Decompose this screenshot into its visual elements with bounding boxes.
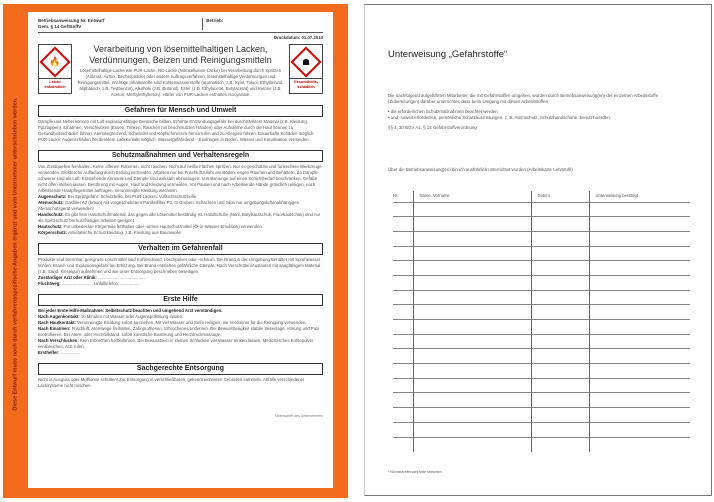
training-record-page — [364, 4, 712, 496]
table-cell — [413, 334, 531, 349]
table-row — [393, 437, 690, 452]
section-item — [38, 212, 323, 224]
table-cell — [531, 408, 589, 423]
table-cell — [393, 261, 413, 276]
table-cell — [589, 349, 690, 364]
item-label: Handschutz: — [38, 212, 64, 217]
table-cell — [413, 437, 531, 452]
signature-line: Unterschrift des Unternehmers — [275, 414, 323, 418]
table-cell — [413, 246, 531, 261]
table-cell — [589, 393, 690, 408]
item-label: Nach Einatmen: — [38, 326, 71, 331]
table-row — [393, 349, 690, 364]
table-cell — [531, 364, 589, 379]
footnote: * Nichtzutreffendes bitte streichen — [388, 470, 442, 474]
col-nr: Nr. — [393, 193, 399, 199]
table-cell — [531, 261, 589, 276]
table-cell — [413, 275, 531, 290]
section-item — [38, 230, 323, 236]
table-cell — [413, 422, 531, 437]
table-cell — [531, 334, 589, 349]
table-cell — [589, 217, 690, 232]
item-text: Gasfilter A2 (braun) mit vorgeschaltetem Partikelfilter P2. In Gruben, Schächten und Silos nur umgebungsluftunabhängiges Atemschutzgerät verwenden! — [38, 200, 299, 211]
table-row — [393, 393, 690, 408]
table-row — [393, 261, 690, 276]
section-item — [38, 200, 323, 212]
item-label: Fluchtweg: — [38, 281, 61, 286]
section-heading: Erste Hilfe — [38, 294, 323, 306]
bullet: • die erforderlichen Schutzmaßnahmen beachtet werden — [388, 109, 498, 114]
table-cell — [413, 202, 531, 217]
table-cell — [413, 290, 531, 305]
table-cell — [531, 246, 589, 261]
section-item — [38, 338, 323, 350]
table-cell — [413, 349, 531, 364]
sheet-header — [38, 18, 323, 33]
table-cell — [393, 378, 413, 393]
table-row — [393, 364, 690, 379]
table-cell — [589, 378, 690, 393]
legal-reference: §§ 4, 30 BGV A1, § 14 Gefahrstoffverordnung — [388, 125, 477, 130]
signature-note: Über die Betriebsanweisung(en) bin ich ausführlich unterrichtet worden (Arbeitskarte Lehrstuhl) — [388, 167, 573, 172]
bullet: • und, soweit erforderlich, persönliche Schutzausrüstungen, z. B. Atemschutz, Schutzhandschuhe, benutzt werden. — [388, 115, 611, 120]
sections — [38, 105, 323, 389]
table-cell — [531, 349, 589, 364]
table-cell — [531, 275, 589, 290]
table-row — [393, 231, 690, 246]
training-intro: Die nachfolgend aufgeführten Mitarbeiter, die mit Gefahrstoffen umgehen, wurden durch Betriebsanweisung(en) der einzelnen Arbeitsstoffe (Zubereitungen) darüber unterrichtet, dass beim Umgang mit diesen Arbeitsstoffen • die erforderlichen Schutzmaßnahmen beachtet werden • und, soweit erforderlich, persönliche Schutzausrüstungen, z. B. Atemschutz, Schutzhandschuhe, benutzt werden. §§ 4, 30 BGV A1, § 14 Gefahrstoffverordnung — [388, 93, 688, 131]
section-item — [38, 326, 323, 338]
item-text: Verunreinigte Kleidung sofort ausziehen. Mit viel Wasser und Seife reinigen, nie Verdünner für die Reinigung verwenden. — [77, 320, 307, 325]
item-text: Kein Erbrechen herbeiführen. Bei Bewusstsein in kleinen Schlucken viel Wasser trinken lassen. Medizinisches Kohlepulver verabreichen, Arzt rufen. — [38, 338, 314, 349]
table-cell — [413, 231, 531, 246]
flammable-pictogram: 🔥 Leicht entzündlich — [38, 44, 72, 94]
item-label: Bei jeder Erste-Hilfe-Maßnahme: Selbstschutz beachten und umgehend Arzt verständigen. — [38, 308, 223, 313]
table-cell — [393, 290, 413, 305]
table-cell — [393, 320, 413, 335]
section-text: Produkte sind brennbar, geeignete Löschmittel sind Kohlendioxid, Löschpulver oder -schaum. Bei Brand in der Umgebung Behälter mit Sprühwasser kühlen. Brand- und Explosionsgefahr bei Erhitzung. Bei Brand entstehen gefährliche Dämpfe. Nach Verschütten/Auslaufen mit saugfähigem Material (z.B. Sand, Kieselgur) aufnehmen und wie unter Entsorgung beschrieben beseitigen. — [38, 257, 321, 274]
health-hazard-pictogram: ☗ Gesundheits-schädlich — [289, 44, 323, 94]
table-cell — [413, 378, 531, 393]
table-cell — [393, 217, 413, 232]
table-row — [393, 378, 690, 393]
intro-text: Lösemittelhaltige Lacke wie PUR-Lacke, NC-Lacke (Nitrocellulose-Lacke) bei Verarbeitung durch Spritzen (Airless), Airmix, Becherpistole) oder andere Auftragsverfahren, lösemittelhaltige Verdünnungen und Reinigungsmittel. Wichtige Inhaltsstoffe sind Kohlenwasserstoffe (aromatisch, z.B. Xylol, Toluol, Ethylbenzol; aliphatisch, z.B. Testbenzin), Alkohole (z.B. Butanol), Ester (z.B. Ethylacetat, Butylacetat) und Ketone (z.B. Aceton, Methylethylketon). Härter von PUR-Lacken enthalten Isocyanate. — [77, 68, 284, 97]
table-cell — [413, 305, 531, 320]
table-cell — [589, 290, 690, 305]
item-text: Antistatische Schutzkleidung, z.B. Kleidung aus Baumwolle — [68, 230, 181, 235]
print-date: Druckdatum: 01.07.2010 — [273, 35, 323, 40]
item-text: Frischluft, Atemwege freihalten, Zahnprothesen, Erbrochenes entfernen. Bei Bewusstlosigkeit stabile Seitenlage, Atmung und Puls kontrollieren. Bei Atem- oder Herzstillstand: sofort künstliche Beatmung und Herzdruckmassage. — [38, 326, 320, 337]
health-hazard-icon: ☗ — [301, 56, 311, 67]
instruction-number: Betriebsanweisung Nr. Entwurf — [38, 18, 105, 23]
table-cell — [531, 290, 589, 305]
item-text: ........................................ — [98, 275, 146, 280]
table-cell — [589, 275, 690, 290]
table-cell — [589, 246, 690, 261]
table-cell — [589, 320, 690, 335]
item-label: Ersthelfer: — [38, 350, 60, 355]
table-cell — [413, 320, 531, 335]
item-label: Zuständiger Arzt oder Klinik: — [38, 275, 97, 280]
table-cell — [393, 393, 413, 408]
section-heading: Sachgerechte Entsorgung — [38, 363, 323, 375]
section-item — [38, 350, 323, 356]
table-row — [393, 305, 690, 320]
table-cell — [393, 408, 413, 423]
company-field: Betrieb: — [206, 18, 224, 23]
table-cell — [413, 217, 531, 232]
table-cell — [393, 246, 413, 261]
section-heading: Schutzmaßnahmen und Verhaltensregeln — [38, 150, 323, 162]
table-cell — [531, 437, 589, 452]
item-label: Hautschutz: — [38, 224, 63, 229]
item-label: Nach Verschlucken: — [38, 338, 79, 343]
table-cell — [393, 231, 413, 246]
table-cell — [531, 305, 589, 320]
col-date: Datum — [531, 191, 589, 202]
table-row — [393, 275, 690, 290]
item-label: Augenschutz: — [38, 194, 67, 199]
section-text: Von Zündquellen fernhalten. Keine offenen Flammen, nicht rauchen. Nicht auf heiße Flächen spritzen. Nur ex-geschützte und funkenfreie Werkzeuge verwenden. Elektrische Aufladung durch Erdung vermeiden. Arbeiten nur bei Frischluftzufuhr am Boden, engen Räumen und Behältern, da Dämpfe schwerer sind als Luft. Entstehende Aerosole und Dämpfe sind wirksam abzusaugen. Vorratsmenge auf einen Schichtbedarf beschränken. Gefäße nicht offen stehen lassen. Berührung mit Augen, Haut und Kleidung vermeiden. Vor Pausen und nach Arbeitsende Hände gründlich reinigen, nach Arbeitsende Hautpflegemittel auftragen, verunreinigte Kleidung wechseln. — [38, 164, 322, 193]
flame-icon: 🔥 — [49, 57, 61, 67]
table-cell — [589, 305, 690, 320]
item-text: Es gibt kein Handschuhmaterial, das gegen alle Lösemittel beständig ist. Handschuhe (Nitril, Butylkautschuk, Fluorkautschuk) sind nur als Spritzschutz bei kurzfristigen Arbeiten geeignet. — [38, 212, 321, 223]
operating-instruction-page — [3, 4, 348, 498]
table-cell — [393, 275, 413, 290]
item-label: Atemschutz: — [38, 200, 64, 205]
table-cell — [589, 202, 690, 217]
document-title: Verarbeitung von lösemittelhaltigen Lacken, Verdünnungen, Beizen und Reinigungsmitteln — [89, 44, 272, 65]
table-cell — [531, 320, 589, 335]
item-label: Nach Augenkontakt: — [38, 314, 80, 319]
table-row — [393, 290, 690, 305]
attendance-table — [393, 191, 690, 452]
table-cell — [531, 422, 589, 437]
table-cell — [393, 437, 413, 452]
table-row — [393, 320, 690, 335]
section-heading: Verhalten im Gefahrenfall — [38, 243, 323, 255]
table-cell — [589, 231, 690, 246]
table-row — [393, 217, 690, 232]
table-cell — [589, 408, 690, 423]
table-cell — [531, 231, 589, 246]
table-cell — [393, 364, 413, 379]
table-cell — [589, 437, 690, 452]
table-cell — [589, 261, 690, 276]
table-cell — [413, 408, 531, 423]
table-cell — [413, 364, 531, 379]
item-text: 10 Minuten mit Wasser oder Augenspüllösung spülen. — [80, 314, 184, 319]
table-cell — [413, 261, 531, 276]
table-cell — [531, 378, 589, 393]
table-cell — [393, 334, 413, 349]
section-item — [38, 281, 323, 287]
table-row — [393, 408, 690, 423]
section-text: Nicht in Ausguss oder Mülltonne schütten! Zur Entsorgung in verschließbaren, gekennzeichneten Gebinden sammeln. Abfälle verschiedener Lacksysteme nicht mischen. — [38, 377, 305, 388]
table-cell — [589, 334, 690, 349]
table-cell — [393, 202, 413, 217]
item-text: Für unbedeckte Körperteile fetthaltes oder -armes Hautschutzmittel (Öl-in-Wasser-Emulsion) verwenden. — [63, 224, 264, 229]
table-row — [393, 334, 690, 349]
table-row — [393, 202, 690, 217]
instruction-sheet — [28, 12, 333, 488]
col-name: Name, Vorname — [413, 191, 531, 202]
table-cell — [531, 202, 589, 217]
section-text: Dämpfe und Nebel können mit Luft explosionsfähige Gemische bilden. Erhöhte Entzündungsgefahr bei durchtränktem Material (z.B. Kleidung, Putzlappen). Einatmen, Verschlucken (Essen, Trinken, Rauchen mit beschmutzten Händen) oder Aufnahme durch die Haut können zu Gesundheitsschäden führen. Atemwegreizend, Schwindel und Kopfschmerzen hervorrufen und zu Allergien führen. Dauerhafte Schäden möglich. PUR-Lacke: Augenschäden bei direktem Lackkontakt möglich. Wassergefährdend – Eindringen in Boden, Wasser und Kanalisation vermeiden. — [38, 119, 315, 142]
col-confirmed: Unterweisung bestätigt — [589, 191, 690, 202]
item-label: Körperschutz: — [38, 230, 68, 235]
table-cell — [413, 393, 531, 408]
table-cell — [531, 217, 589, 232]
table-cell — [393, 305, 413, 320]
item-label: Nach Hautkontakt: — [38, 320, 76, 325]
item-text: ................ — [60, 350, 80, 355]
table-cell — [393, 349, 413, 364]
table-cell — [589, 364, 690, 379]
table-cell — [531, 393, 589, 408]
table-cell — [393, 422, 413, 437]
side-note: Diese Entwurf muss noch durch verfahrensspezifische Angaben ergänzt und vom Unternehmer unterschrieben werden. — [13, 97, 19, 411]
training-title: Unterweisung „Gefahrstoffe“ — [388, 49, 508, 60]
item-text: .......................... Unfalltelefon: ................ — [61, 281, 140, 286]
regulation: Gem. § 14 GefStoffV — [38, 24, 82, 29]
item-text: Bei Spritzgefahr: Schutzbrille, bei PUR-Lacken: Vollsichtschutzbrille — [67, 194, 197, 199]
table-cell — [589, 422, 690, 437]
section-heading: Gefahren für Mensch und Umwelt — [38, 105, 323, 117]
table-row — [393, 422, 690, 437]
table-row — [393, 246, 690, 261]
